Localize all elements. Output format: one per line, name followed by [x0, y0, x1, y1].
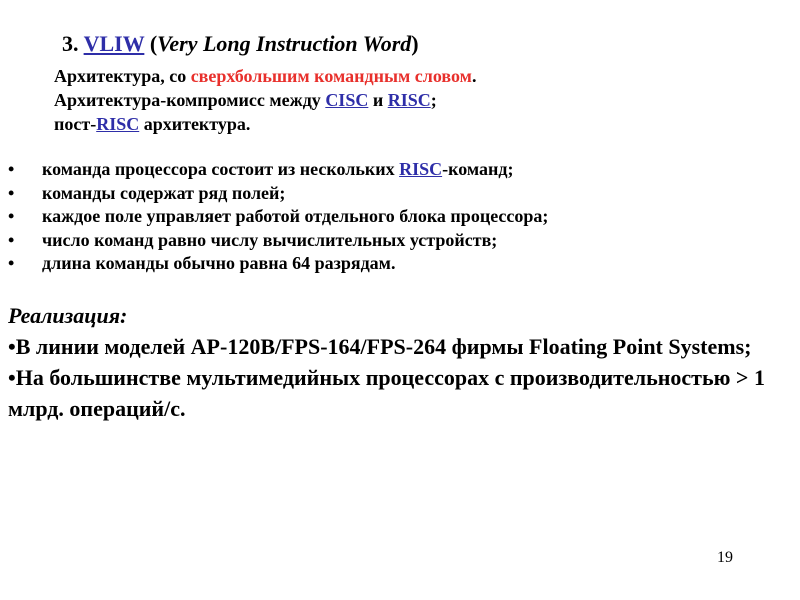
title-subtitle: Very Long Instruction Word: [157, 31, 412, 56]
list-item-4-text: число команд равно числу вычислительных устройств;: [42, 229, 498, 250]
list-item-5-text: длина команды обычно равна 64 разрядам.: [42, 253, 396, 273]
list-item-1-prefix: команда процессора состоит из нескольких: [42, 159, 400, 179]
intro-block: [54, 64, 476, 136]
vliw-link[interactable]: VLIW: [83, 31, 145, 56]
cisc-link[interactable]: CISC: [325, 90, 369, 110]
list-item: [0, 205, 548, 229]
page-number: 19: [717, 549, 733, 566]
list-item: [0, 158, 548, 182]
intro-line-3: [54, 112, 476, 136]
intro-highlight: сверхбольшим командным словом: [190, 66, 472, 86]
intro-line-2: [54, 88, 476, 112]
bullet-marker: •: [8, 206, 15, 226]
bullet-marker: •: [8, 253, 15, 273]
bullet-marker: •: [8, 229, 15, 250]
implementation-para-2: •На большинстве мультимедийных процессорах с производительностью > 1 млрд. операций/c.: [8, 365, 765, 421]
risc-commands-link[interactable]: RISC: [399, 159, 443, 179]
title-number: 3.: [62, 31, 79, 56]
intro-line-2-and: и: [368, 90, 388, 110]
list-item: [0, 182, 548, 206]
features-list: [0, 158, 548, 276]
implementation-heading: Реализация:: [8, 303, 128, 328]
intro-line-3-suffix: архитектура.: [139, 114, 251, 134]
intro-line-1-prefix: Архитектура, со: [54, 66, 191, 86]
slide-title: [62, 31, 419, 57]
list-item-3-text: каждое поле управляет работой отдельного блока процессора;: [42, 206, 549, 226]
intro-line-1: [54, 64, 476, 88]
intro-line-2-prefix: Архитектура-компромисс между: [54, 90, 326, 110]
post-risc-link[interactable]: RISC: [96, 114, 140, 134]
intro-line-3-prefix: пост-: [54, 114, 97, 134]
title-close-paren: ): [411, 31, 419, 56]
list-item: [0, 252, 548, 276]
intro-line-1-suffix: .: [471, 66, 477, 86]
implementation-para-1: •В линии моделей AP-120B/FPS-164/FPS-264 фирмы Floating Point Systems;: [8, 334, 752, 359]
list-item-2-text: команды содержат ряд полей;: [42, 182, 286, 203]
list-item: [0, 229, 548, 253]
intro-line-2-suffix: ;: [430, 90, 437, 110]
bullet-marker: •: [8, 182, 15, 203]
list-item-1-suffix: -команд;: [442, 159, 514, 179]
implementation-block: [8, 300, 768, 424]
bullet-marker: •: [8, 159, 15, 179]
risc-link[interactable]: RISC: [387, 90, 431, 110]
title-open-paren: (: [149, 31, 158, 56]
